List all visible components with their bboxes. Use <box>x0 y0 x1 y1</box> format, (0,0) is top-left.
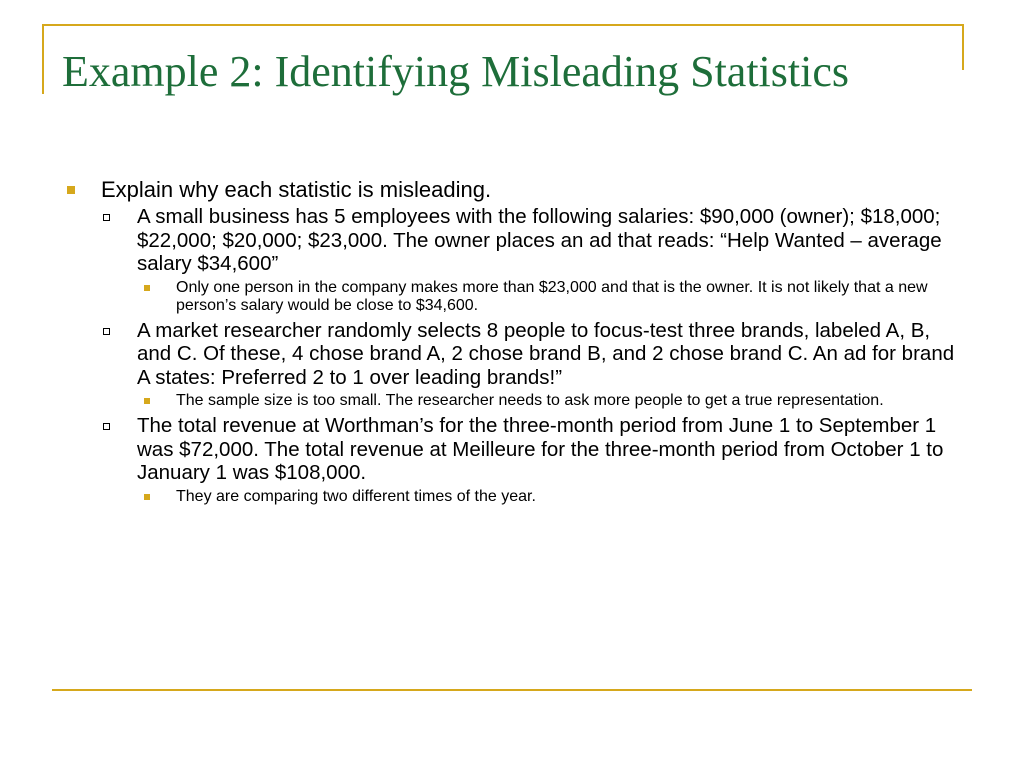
bottom-divider-line <box>52 689 972 691</box>
example-3-statement-text: The total revenue at Worthman’s for the three-month period from June 1 to September 1 was $72,000. The total revenue at Meilleure for the three-month period from October 1 to January 1 was $108,000. <box>137 414 944 484</box>
example-3-explanation-text: They are comparing two different times of the year. <box>176 487 536 505</box>
hollow-square-bullet-icon <box>103 328 110 335</box>
right-frame-line <box>962 24 964 70</box>
example-1-explanation <box>0 279 956 315</box>
example-2-statement-text: A market researcher randomly selects 8 people to focus-test three brands, labeled A, B, and C. Of these, 4 chose brand A, 2 chose brand B, and 2 chose brand C. An ad for brand A states: Preferred 2 to 1 over leading brands!” <box>137 318 955 389</box>
main-bullet-text: Explain why each statistic is misleading. <box>101 177 492 202</box>
example-1-statement <box>0 205 955 276</box>
slide-content <box>0 177 1024 510</box>
top-frame-line <box>42 24 964 26</box>
small-square-bullet-icon <box>144 285 150 291</box>
example-2-explanation <box>0 392 956 410</box>
example-3-statement <box>0 414 955 485</box>
example-3-explanation <box>0 488 956 506</box>
hollow-square-bullet-icon <box>103 423 110 430</box>
example-1-statement-text: A small business has 5 employees with the following salaries: $90,000 (owner); $18,000; $22,000; $20,000; $23,000. The owner places an ad that reads: “Help Wanted – average salary $34,600” <box>137 205 942 275</box>
example-2-statement <box>0 319 955 390</box>
slide-title: Example 2: Identifying Misleading Statistics <box>62 47 849 96</box>
small-square-bullet-icon <box>144 494 150 500</box>
left-frame-line <box>42 24 44 94</box>
hollow-square-bullet-icon <box>103 214 110 221</box>
example-1-explanation-text: Only one person in the company makes more than $23,000 and that is the owner. It is not likely that a new person’s salary would be close to $34,600. <box>176 278 928 314</box>
example-2-explanation-text: The sample size is too small. The researcher needs to ask more people to get a true representation. <box>176 392 884 409</box>
main-bullet <box>0 177 961 203</box>
small-square-bullet-icon <box>144 398 150 404</box>
square-bullet-icon <box>67 186 75 194</box>
